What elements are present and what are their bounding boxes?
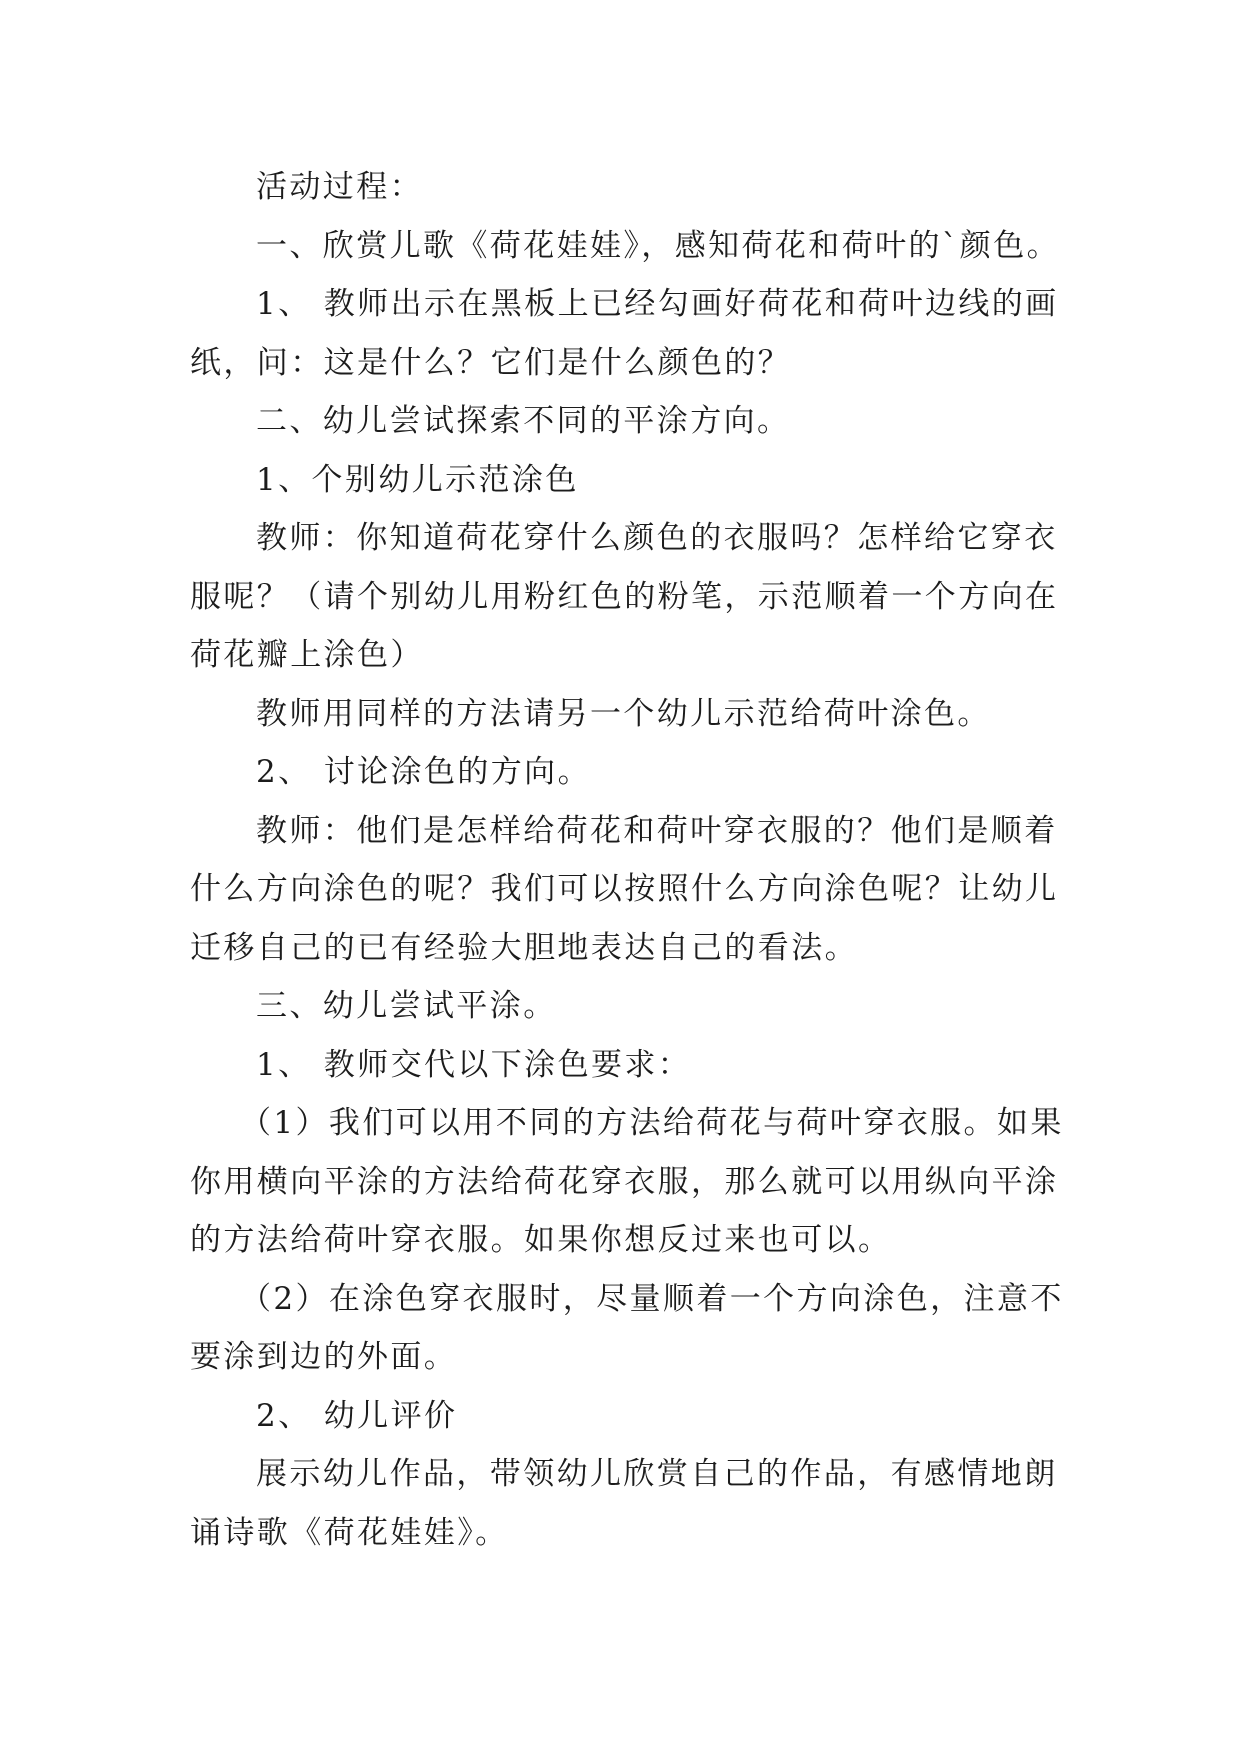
paragraph-requirement-1: （1）我们可以用不同的方法给荷花与荷叶穿衣服。如果你用横向平涂的方法给荷花穿衣服，那么就可以用纵向平涂的方法给荷叶穿衣服。如果你想反过来也可以。 — [190, 1105, 1064, 1258]
paragraph-teacher-question-2: 教师：他们是怎样给荷花和荷叶穿衣服的？他们是顺着什么方向涂色的呢？我们可以按照什么方向涂色呢？让幼儿迁移自己的已有经验大胆地表达自己的看法。 — [190, 812, 1059, 966]
paragraph-requirement-2: （2）在涂色穿衣服时，尽量顺着一个方向涂色，注意不要涂到边的外面。 — [190, 1280, 1064, 1375]
document-body — [190, 158, 1070, 1562]
paragraph-step-1-heading: 一、欣赏儿歌《荷花娃娃》，感知荷花和荷叶的`颜色。 — [256, 227, 1060, 264]
paragraph-activity-process: 活动过程： — [256, 169, 423, 205]
paragraph-step-3-heading: 三、幼儿尝试平涂。 — [256, 988, 557, 1024]
paragraph-closing: 展示幼儿作品，带领幼儿欣赏自己的作品，有感情地朗诵诗歌《荷花娃娃》。 — [190, 1456, 1058, 1551]
paragraph-step-2-heading: 二、幼儿尝试探索不同的平涂方向。 — [256, 403, 791, 439]
paragraph-step-3-item-1: 1、 教师交代以下涂色要求： — [256, 1046, 692, 1083]
paragraph-step-2-item-1: 1、个别幼儿示范涂色 — [256, 461, 579, 498]
paragraph-teacher-question-1: 教师：你知道荷花穿什么颜色的衣服吗？怎样给它穿衣服呢？（请个别幼儿用粉红色的粉笔，示范顺着一个方向在荷花瓣上涂色） — [190, 520, 1059, 673]
paragraph-teacher-demo: 教师用同样的方法请另一个幼儿示范给荷叶涂色。 — [256, 695, 991, 732]
paragraph-step-1-item-1: 1、 教师出示在黑板上已经勾画好荷花和荷叶边线的画纸，问：这是什么？它们是什么颜色的？ — [190, 286, 1059, 381]
paragraph-step-2-item-2: 2、 讨论涂色的方向。 — [256, 754, 591, 790]
paragraph-step-3-item-2: 2、 幼儿评价 — [256, 1397, 458, 1434]
